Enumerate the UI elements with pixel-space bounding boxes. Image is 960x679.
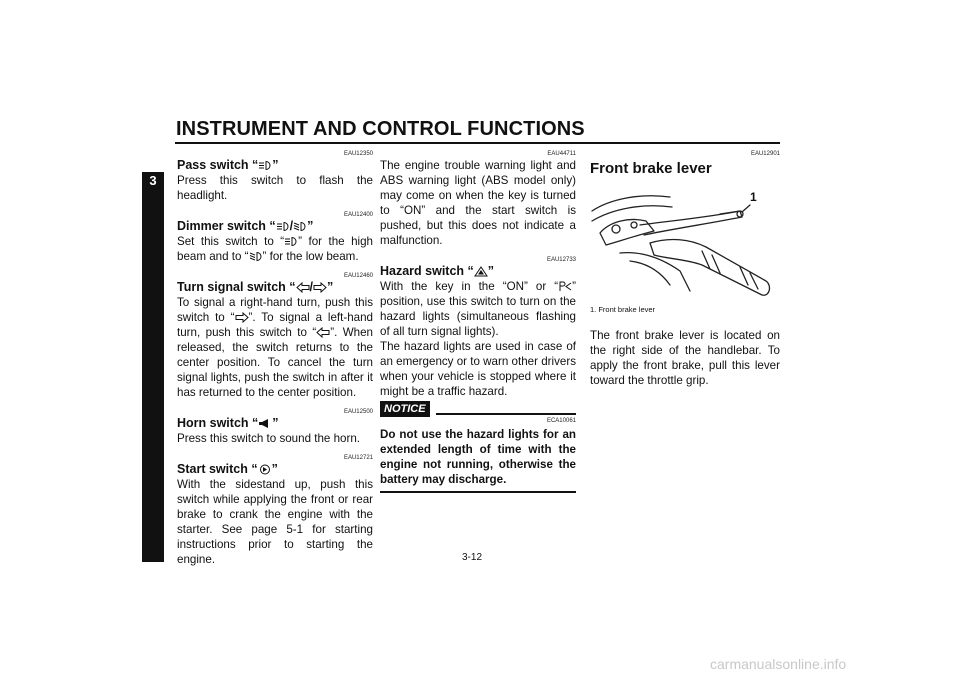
warning-light-text: The engine trouble warning light and ABS warning light (ABS model only) may come on when the key is turned to “ON” and the start switch is pushed, but this does not indicate a malfunction. bbox=[380, 159, 576, 247]
right-arrow-icon bbox=[313, 282, 327, 293]
high-beam-icon bbox=[284, 236, 298, 247]
column-1 bbox=[177, 150, 373, 567]
left-arrow-icon bbox=[296, 282, 310, 293]
notice-text: Do not use the hazard lights for an extended length of time with the engine not running, otherwise the battery may discharge. bbox=[380, 428, 576, 486]
figure-caption: 1. Front brake lever bbox=[590, 305, 656, 314]
front-brake-lever-figure bbox=[590, 181, 780, 299]
section-code: ECA10061 bbox=[546, 418, 576, 424]
low-beam-icon bbox=[249, 251, 263, 262]
hazard-usage-text: The hazard lights are used in case of an emergency or to warn other drivers when your vehicle is stopped where it might be a traffic hazard. bbox=[380, 340, 576, 398]
high-beam-icon bbox=[258, 160, 272, 171]
start-switch-text: With the sidestand up, push this switch while applying the front or rear brake to crank the engine with the starter. See page 5-1 for starting instructions prior to starting the engine. bbox=[177, 478, 373, 566]
chapter-tab bbox=[142, 172, 164, 562]
section-code: EAU12400 bbox=[343, 212, 373, 218]
notice-rule bbox=[436, 413, 576, 415]
horn-switch-heading: Horn switch “ ” bbox=[177, 416, 279, 430]
pass-switch-heading: Pass switch “ ” bbox=[177, 158, 279, 172]
low-beam-icon bbox=[293, 221, 307, 232]
column-3 bbox=[590, 150, 780, 388]
notice-bottom-rule bbox=[380, 491, 576, 493]
page-title: INSTRUMENT AND CONTROL FUNCTIONS bbox=[176, 118, 585, 140]
figure-callout-1: 1 bbox=[750, 190, 757, 204]
start-switch-heading: Start switch “ ” bbox=[177, 462, 278, 476]
chapter-tab-number: 3 bbox=[149, 173, 157, 188]
watermark: carmanualsonline.info bbox=[710, 656, 847, 672]
notice-label: NOTICE bbox=[380, 401, 430, 417]
turn-signal-switch-heading: Turn signal switch “ / ” bbox=[177, 280, 334, 294]
turn-signal-switch-text: To signal a right-hand turn, push this switch to “ ”. To signal a left-hand turn, push this switch to “ ”. When released, the switch returns to the center position. To cancel the turn signal lights, push the switch in after it has returned to the center position. bbox=[177, 296, 374, 399]
column-2 bbox=[380, 150, 576, 493]
right-arrow-icon bbox=[235, 312, 249, 323]
section-code: EAU12460 bbox=[343, 273, 373, 279]
section-code: EAU44711 bbox=[547, 151, 576, 157]
hazard-icon bbox=[474, 266, 488, 277]
pass-switch-text: Press this switch to flash the headlight. bbox=[177, 174, 373, 202]
section-code: EAU12901 bbox=[750, 151, 780, 157]
horn-icon bbox=[258, 418, 272, 429]
section-code: EAU12733 bbox=[546, 257, 576, 263]
horn-switch-text: Press this switch to sound the horn. bbox=[177, 432, 361, 445]
front-brake-lever-heading: Front brake lever bbox=[590, 160, 712, 177]
start-icon bbox=[258, 464, 272, 475]
dimmer-switch-text: Set this switch to “ ” for the high beam and to “ ” for the low beam. bbox=[177, 235, 373, 263]
header-rule bbox=[175, 142, 780, 144]
notice-box bbox=[380, 401, 576, 493]
hazard-switch-heading: Hazard switch “ ” bbox=[380, 264, 495, 278]
section-code: EAU12721 bbox=[343, 455, 373, 461]
high-beam-icon bbox=[276, 221, 290, 232]
dimmer-switch-heading: Dimmer switch “ / ” bbox=[177, 219, 314, 233]
front-brake-lever-text: The front brake lever is located on the right side of the handlebar. To apply the front brake, pull this lever toward the throttle grip. bbox=[590, 329, 780, 387]
page-number: 3-12 bbox=[462, 552, 483, 563]
parking-icon bbox=[558, 281, 572, 292]
left-arrow-icon bbox=[316, 327, 330, 338]
hazard-switch-text: With the key in the “ON” or “ ” position, use this switch to turn on the hazard lights (simultaneous flashing of all turn signal lights). bbox=[380, 280, 576, 338]
section-code: EAU12350 bbox=[343, 151, 373, 157]
section-code: EAU12500 bbox=[343, 409, 373, 415]
